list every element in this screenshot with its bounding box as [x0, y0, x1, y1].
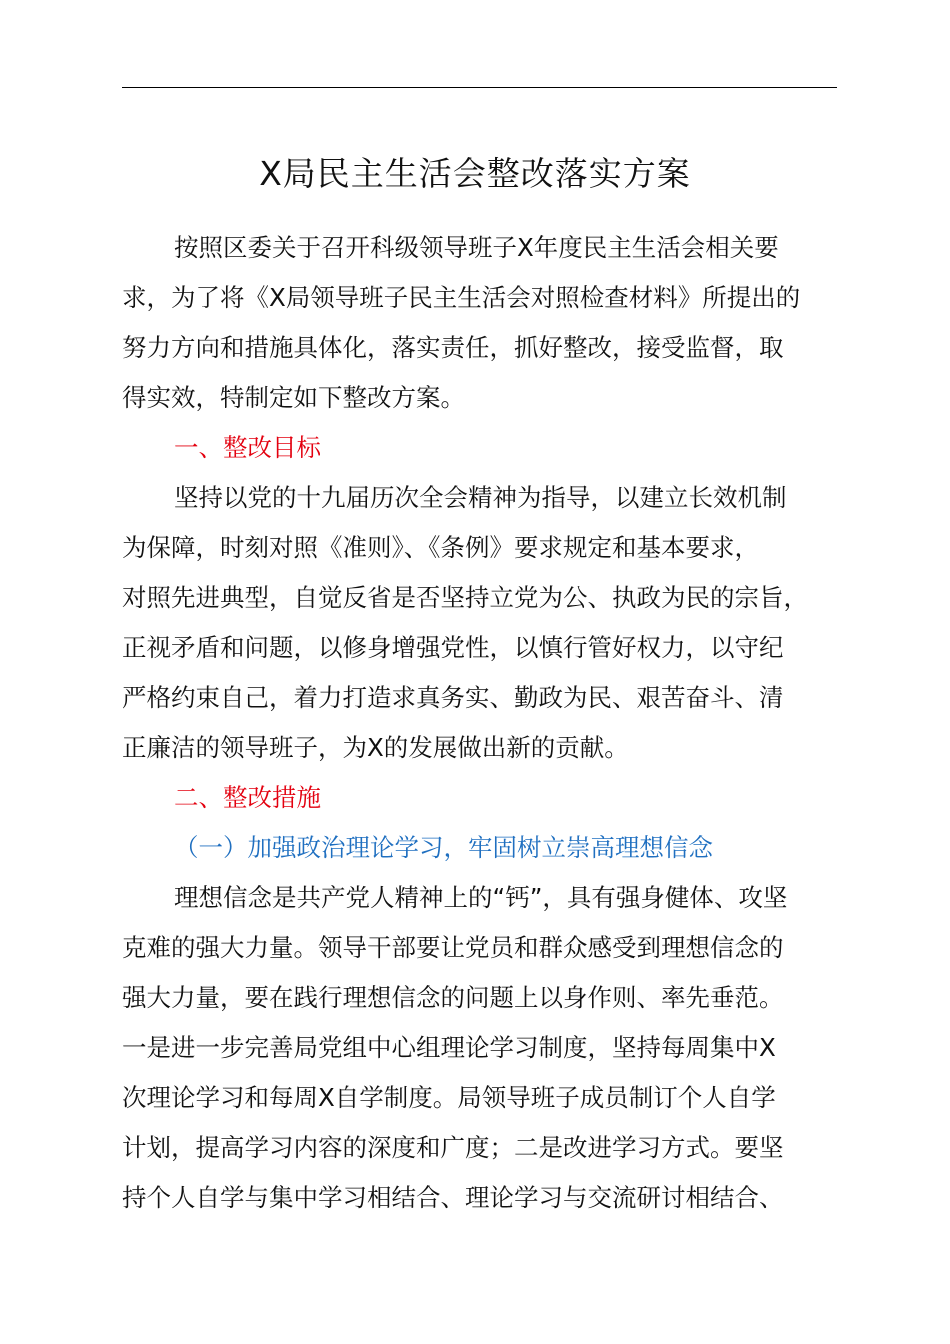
document-title: X局民主生活会整改落实方案 [259, 154, 691, 193]
paragraph-line: 坚持以党的十九届历次全会精神为指导，以建立长效机制 [174, 483, 787, 512]
paragraph-line: 按照区委关于召开科级领导班子X年度民主生活会相关要 [174, 233, 779, 262]
paragraph-line: 计划，提高学习内容的深度和广度；二是改进学习方式。要坚 [122, 1133, 784, 1162]
paragraph-line: 次理论学习和每周X自学制度。局领导班子成员制订个人自学 [122, 1083, 776, 1112]
header-rule [122, 87, 837, 88]
section-heading-goals: 一、整改目标 [174, 433, 321, 462]
subsection-heading-study: （一）加强政治理论学习，牢固树立崇高理想信念 [174, 833, 713, 862]
paragraph-line: 持个人自学与集中学习相结合、理论学习与交流研讨相结合、 [122, 1183, 784, 1212]
paragraph-line: 努力方向和措施具体化，落实责任，抓好整改，接受监督，取 [122, 333, 784, 362]
paragraph-line: 正视矛盾和问题，以修身增强党性，以慎行管好权力，以守纪 [122, 633, 784, 662]
paragraph-line: 为保障，时刻对照《准则》、《条例》要求规定和基本要求， [122, 533, 759, 562]
paragraph-line: 一是进一步完善局党组中心组理论学习制度，坚持每周集中X [122, 1033, 776, 1062]
paragraph-line: 强大力量，要在践行理想信念的问题上以身作则、率先垂范。 [122, 983, 784, 1012]
section-heading-measures: 二、整改措施 [174, 783, 321, 812]
paragraph-line: 正廉洁的领导班子，为X的发展做出新的贡献。 [122, 733, 629, 762]
paragraph-line: 理想信念是共产党人精神上的“钙”，具有强身健体、攻坚 [174, 883, 788, 912]
paragraph-line: 严格约束自己，着力打造求真务实、勤政为民、艰苦奋斗、清 [122, 683, 784, 712]
paragraph-line: 对照先进典型，自觉反省是否坚持立党为公、执政为民的宗旨， [122, 583, 808, 612]
paragraph-line: 得实效，特制定如下整改方案。 [122, 383, 465, 412]
paragraph-line: 克难的强大力量。领导干部要让党员和群众感受到理想信念的 [122, 933, 784, 962]
paragraph-line: 求，为了将《X局领导班子民主生活会对照检查材料》所提出的 [122, 283, 801, 312]
